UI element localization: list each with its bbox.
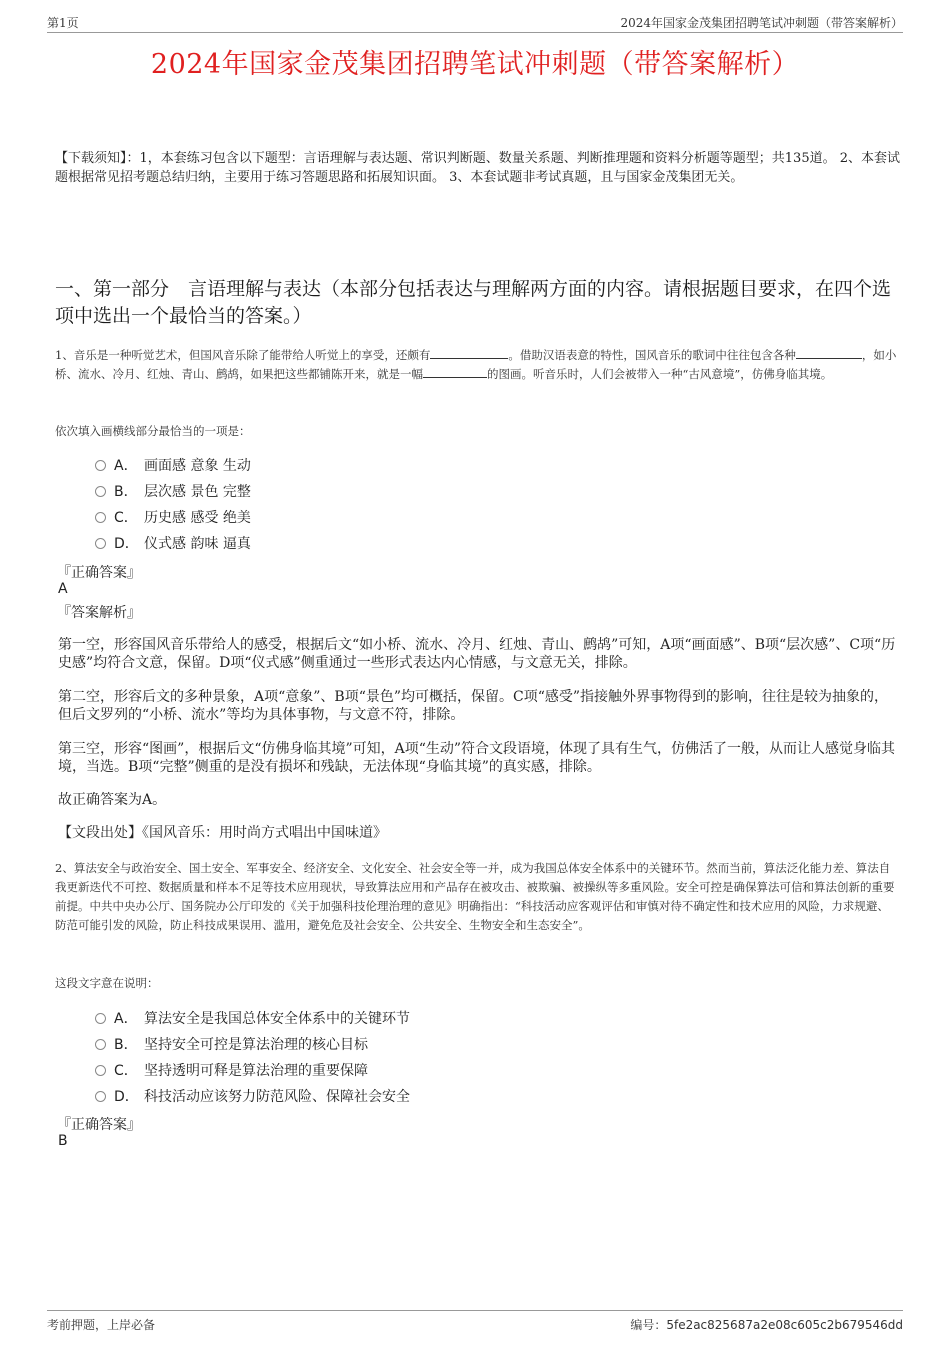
document-title: 2024年国家金茂集团招聘笔试冲刺题（带答案解析） xyxy=(150,49,800,80)
question-1-stem: 1、音乐是一种听觉艺术，但国风音乐除了能带给人听觉上的享受，还颇有 。借助汉语表意的特性，国风音乐的歌词中往往包含各种 ，如小桥、流水、冷月、红烛、青山、鹧鸪，如果把这些都铺陈开来，就是一幅 的图画。听音乐时，人们会被带入一种“古风意境”，仿佛身临其境。 xyxy=(55,348,897,381)
q2-option-c[interactable]: C． 坚持透明可释是算法治理的重要保障 xyxy=(95,1058,410,1084)
page-number: 第1页 xyxy=(47,16,79,30)
radio-icon[interactable] xyxy=(95,1013,106,1024)
q1-option-b[interactable]: B． 层次感 景色 完整 xyxy=(95,479,251,505)
question-2-stem: 2、算法安全与政治安全、国土安全、军事安全、经济安全、文化安全、社会安全等一并，成为我国总体安全体系中的关键环节。然而当前，算法泛化能力差、算法自我更新迭代不可控、数据质量和样本不足等技术应用现状，导致算法应用和产品存在被攻击、被欺骗、被操纵等多重风险。安全可控是确保算法可信和算法创新的重要前提。中共中央办公厅、国务院办公厅印发的《关于加强科技伦理治理的意见》明确指出：“科技活动应客观评估和审慎对待不确定性和技术应用的风险，力求规避、防范可能引发的风险，防止科技成果误用、滥用，避免危及社会安全、公共安全、生物安全和生态安全”。 xyxy=(55,861,895,932)
page-header xyxy=(47,14,903,33)
footer-code: 编号：5fe2ac825687a2e08c605c2b679546dd xyxy=(630,1318,903,1332)
question-2-ask: 这段文字意在说明： xyxy=(55,976,159,990)
radio-icon[interactable] xyxy=(95,512,106,523)
radio-icon[interactable] xyxy=(95,538,106,549)
q2-answer: B xyxy=(58,1133,68,1149)
q1-option-d[interactable]: D． 仪式感 韵味 逼真 xyxy=(95,531,251,557)
q1-analysis-2: 第二空，形容后文的多种景象，A项“意象”、B项“景色”均可概括，保留。C项“感受”指接触外界事物得到的影响，往往是较为抽象的，但后文罗列的“小桥、流水”等均为具体事物，与文意不符，排除。 xyxy=(58,689,889,723)
q1-source: 【文段出处】《国风音乐：用时尚方式唱出中国味道》 xyxy=(58,825,387,841)
section-title: 一、第一部分 言语理解与表达（本部分包括表达与理解两方面的内容。请根据题目要求，在四个选项中选出一个最恰当的答案。） xyxy=(55,278,892,327)
radio-icon[interactable] xyxy=(95,486,106,497)
q1-analysis-3: 第三空，形容“图画”，根据后文“仿佛身临其境”可知，A项“生动”符合文段语境，体现了具有生气，仿佛活了一般，从而让人感觉身临其境，当选。B项“完整”侧重的是没有损坏和残缺，无法体现“身临其境”的真实感，排除。 xyxy=(58,741,896,775)
q2-option-d[interactable]: D． 科技活动应该努力防范风险、保障社会安全 xyxy=(95,1084,410,1110)
page-footer xyxy=(47,1310,903,1335)
q1-option-a[interactable]: A． 画面感 意象 生动 xyxy=(95,453,251,479)
radio-icon[interactable] xyxy=(95,460,106,471)
q2-option-a[interactable]: A． 算法安全是我国总体安全体系中的关键环节 xyxy=(95,1006,410,1032)
radio-icon[interactable] xyxy=(95,1065,106,1076)
q2-option-b[interactable]: B． 坚持安全可控是算法治理的核心目标 xyxy=(95,1032,410,1058)
q2-answer-label: 『正确答案』 xyxy=(57,1117,141,1133)
question-1-ask: 依次填入画横线部分最恰当的一项是： xyxy=(55,424,251,438)
radio-icon[interactable] xyxy=(95,1091,106,1102)
q1-option-c[interactable]: C． 历史感 感受 绝美 xyxy=(95,505,251,531)
radio-icon[interactable] xyxy=(95,1039,106,1050)
q1-answer: A xyxy=(58,581,68,597)
question-2-options xyxy=(95,1006,410,1110)
q1-analysis-conclusion: 故正确答案为A。 xyxy=(58,792,167,808)
download-notice: 【下载须知】：1，本套练习包含以下题型：言语理解与表达题、常识判断题、数量关系题、判断推理题和资料分析题等题型；共135道。 2、本套试题根据常见招考题总结归纳，主要用于练习答题思路和拓展知识面。 3、本套试题非考试真题，且与国家金茂集团无关。 xyxy=(55,151,900,185)
q1-answer-label: 『正确答案』 xyxy=(57,565,141,581)
question-1-options xyxy=(95,453,251,557)
header-doc-title: 2024年国家金茂集团招聘笔试冲刺题（带答案解析） xyxy=(620,16,903,30)
q1-analysis-label: 『答案解析』 xyxy=(57,605,141,621)
footer-slogan: 考前押题，上岸必备 xyxy=(47,1318,156,1332)
q1-analysis-1: 第一空，形容国风音乐带给人的感受，根据后文“如小桥、流水、冷月、红烛、青山、鹧鸪”可知，A项“画面感”、B项“层次感”、C项“历史感”均符合文意，保留。D项“仪式感”侧重通过一些形式表达内心情感，与文意无关，排除。 xyxy=(58,637,896,671)
